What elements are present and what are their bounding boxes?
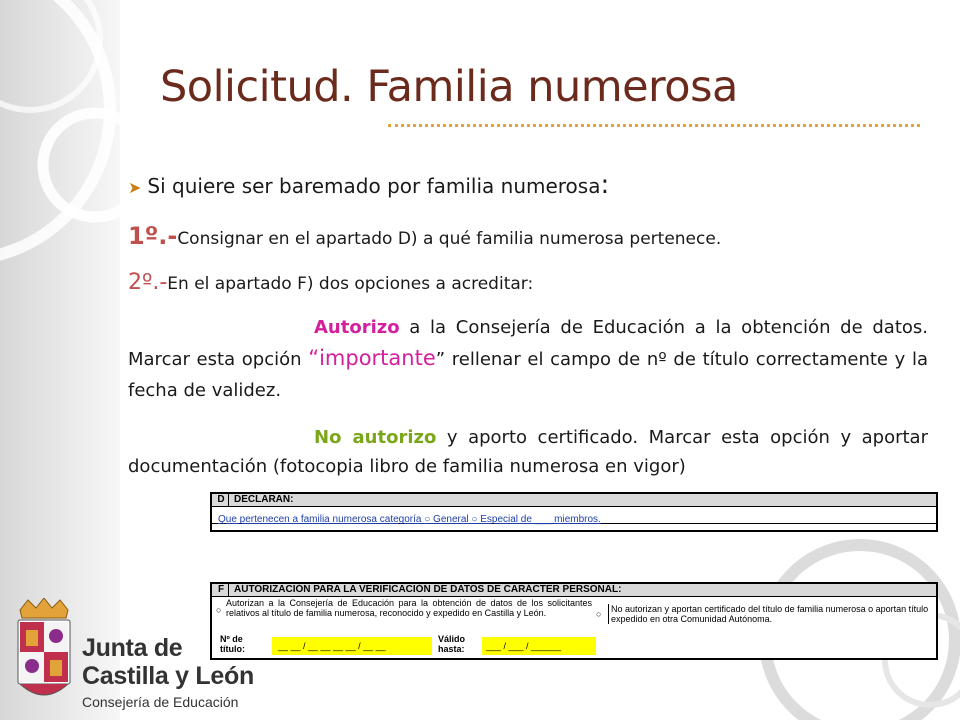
- form-f-valido-value: ___ / ___ / ______: [482, 637, 596, 655]
- form-f-no-authorize-text: No autorizan y aportan certificado del título de familia numerosa o aportan título expedido en otra Comunidad Autónoma.: [608, 604, 937, 624]
- logo-castilla-y-leon: Castilla y León: [82, 662, 254, 690]
- autorizo-text-a: a la Consejería de Educación a la obtención de datos. Marcar esta opción: [128, 317, 928, 370]
- autorizo-paragraph: [128, 312, 928, 406]
- bullet-colon: :: [600, 170, 610, 200]
- form-d-row-text: Que pertenecen a familia numerosa categoría ○ General ○ Especial de ___ miembros.: [218, 514, 601, 525]
- form-section-d: [210, 492, 938, 532]
- form-f-body: [212, 597, 936, 657]
- radio-circle-icon: ○: [216, 605, 222, 615]
- logo-consejeria: Consejería de Educación: [82, 694, 239, 710]
- autorizo-text-b: ” rellenar el campo de nº de título correctamente y la fecha de validez.: [128, 349, 929, 401]
- form-f-header: [212, 584, 936, 597]
- radio-circle-icon: ○: [596, 609, 602, 619]
- title-dotted-rule: [388, 124, 920, 127]
- no-autorizo-text: y aporto certificado. Marcar esta opción y aportar documentación (fotocopia libro de familia numerosa en vigor): [128, 427, 928, 477]
- form-f-authorize-text: Autorizan a la Consejería de Educación para la obtención de datos de los solicitantes relativos al título de familia numerosa, reconocido y expedido en Castilla y León.: [226, 598, 592, 618]
- slide-title: Solicitud. Familia numerosa: [160, 62, 738, 112]
- no-autorizo-label: No autorizo: [314, 427, 437, 448]
- coat-of-arms-logo: [12, 598, 76, 708]
- step-1-line: [128, 222, 721, 250]
- form-f-header-text: AUTORIZACIÓN PARA LA VERIFICACIÓN DE DATOS DE CARÁCTER PERSONAL:: [234, 584, 622, 595]
- step-1-text: Consignar en el apartado D) a qué familia numerosa pertenece.: [177, 229, 722, 249]
- form-d-letter: D: [214, 494, 229, 506]
- step-2-text: En el apartado F) dos opciones a acreditar:: [167, 274, 534, 294]
- arrow-bullet-icon: ➤: [128, 178, 142, 197]
- form-f-valido-label: Válido hasta:: [438, 634, 466, 654]
- form-d-header: [212, 494, 936, 507]
- logo-junta-de: Junta de: [82, 634, 183, 662]
- form-f-titulo-label: Nº de título:: [220, 634, 245, 654]
- important-word: “importante: [308, 346, 436, 370]
- autorizo-label: Autorizo: [314, 317, 400, 338]
- bullet-text: Si quiere ser baremado por familia numerosa: [147, 174, 601, 198]
- form-f-titulo-value: __ __ / __ __ __ __ / __ __: [272, 637, 432, 655]
- no-autorizo-paragraph: [128, 423, 928, 481]
- form-d-row: [212, 507, 936, 524]
- bullet-line: [128, 170, 609, 200]
- step-2-number: 2º.-: [128, 270, 168, 295]
- form-f-letter: F: [214, 584, 229, 596]
- step-1-number: 1º.-: [128, 222, 178, 250]
- form-section-f: [210, 582, 938, 660]
- form-d-header-text: DECLARAN:: [234, 494, 294, 505]
- step-2-line: [128, 270, 533, 295]
